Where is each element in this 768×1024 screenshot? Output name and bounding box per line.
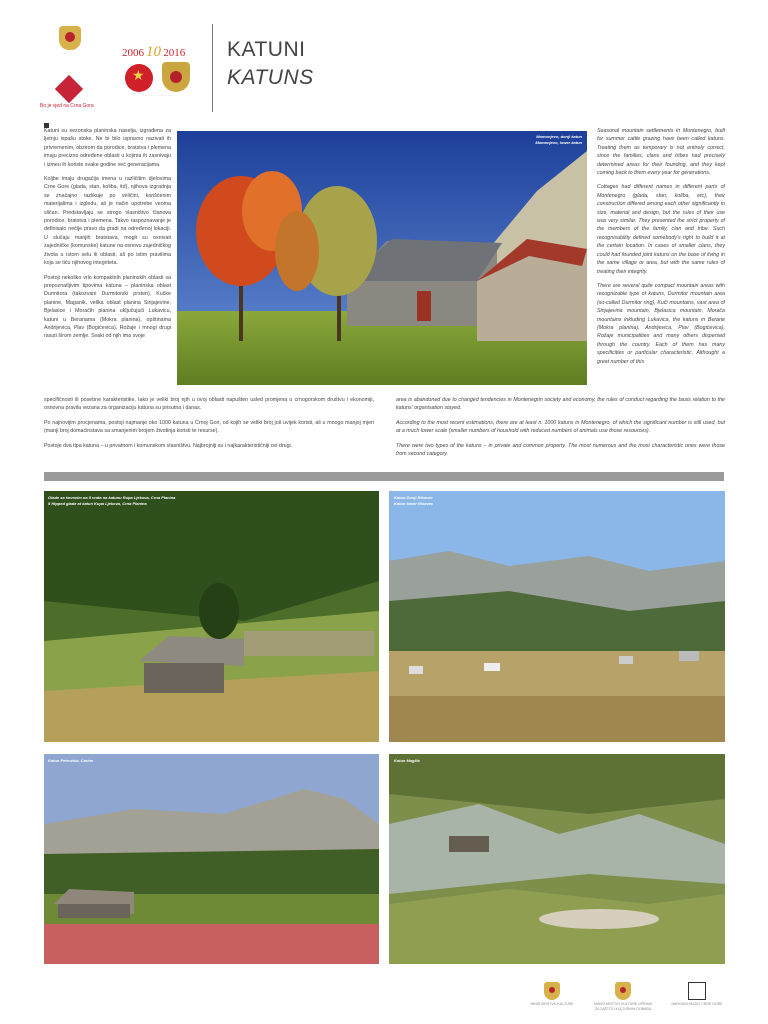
en-continuation-1: area is abandoned due to changed tendencies in Montenegrin society and economy, the rules of conduct regarding the basis relation to the katuns' organisation stayed.: [396, 397, 725, 412]
left-column-text: [44, 127, 171, 347]
page-title: KATUNI: [227, 38, 306, 61]
heritage-logo-icon: [55, 75, 83, 103]
photo-katun-petrovica-caption: Katun Petrovića, Carine: [48, 758, 94, 763]
crest-caption: · · · · · · · ·: [61, 52, 79, 56]
photo-rupa-ljekova: [44, 491, 379, 742]
right-paragraph-1: Seasonal mountain settlements in Montenegro, built for summer cattle grazing have been called katuns. Treating them as temporary is not entirely correct, since the families, clans and tribes had precisely determined areas for their founding, and they kept coming back to them every year for generations.: [597, 128, 725, 177]
photo-katun-maglic-caption: Katun Magliić: [394, 758, 421, 763]
right-column-text: [597, 127, 725, 372]
footer-logo-heritage: MINISTARSTVO KULTURE UPRAVA ZA ZAŠTITU KULTURNIH DOBARA: [594, 982, 652, 1011]
right-paragraph-2: Cottages had different names in different parts of Montenegro (glada, stan, koliba, etc), their construction differed among each other significantly in size, material and design, but the rules of their use was very similar. They presented the strict property of the members of the family, clan and tribe. Such recognisability defined somebody's right to build it at the certain location. In cases of smaller clans, they could had founded joint katuns on the base of living in the same village or area, but with the same rules of treating their integrity.: [597, 184, 725, 275]
en-continuation-3: There were two types of the katuns – in private and common property. The most numerous and the most characteristic ones were those from second category.: [396, 442, 725, 458]
main-photo-caption: Momonjevo, donji katun Momonjevo, lower katun: [535, 134, 582, 145]
header-divider: [212, 24, 213, 112]
page-title-english: KATUNS: [227, 66, 314, 89]
photo-donji-rikavac: [389, 491, 725, 742]
anniversary-caption: · · · · · · · · · · · · · · ·: [142, 94, 174, 98]
footer-crest-icon: [544, 982, 560, 1000]
anniversary-years: 2006 2016: [122, 47, 186, 59]
full-width-text-en: [396, 396, 725, 464]
photo-katun-maglic: [389, 754, 725, 964]
footer-logo-ministry: MINISTARSTVO KULTURE: [526, 982, 578, 1007]
right-paragraph-3: There are several quite compact mountain areas with recognizable type of katuns, Durmitor mountain area (so-called Durmitor ring), Kuči mountains, vast area of Sinjajevina mountain, Bjelasica mountain, Morača mountains inkluding Lukavica, the katuns in Berane (Mokra planina), Andrijevica, Plav (Bogićevica), Rožaje municipalities and many others dispersed through the country. Each of them has many specificities or particular characteristic. Althought a great number of this: [597, 282, 725, 365]
left-paragraph-3: Postoji nekoliko vrlo kompaktnih planinskih oblasti sa prepoznatljivim tipovima katuna – planinska oblast Durmitora (takozvani Durmitorski prsten), Kučke planine, Maganik, velika oblast planina Sinjajevine, Bjelasice i Moračih planina uključujući Lukavicu, katuni u Beranama (Mokra planina), opštinama Andrijevica, Plav (Bogićevica), Rožaje i mnogi drugi rasuti širom zemlje. Svaki od njih ima svoje: [44, 274, 171, 340]
section-divider-bar: [44, 472, 724, 481]
full-width-text-me: [44, 396, 374, 456]
photo-donji-rikavac-caption: Katun Donji Rikavac Katun lower Rikavac: [394, 495, 434, 506]
anniversary-number: 10: [146, 44, 161, 60]
montenegro-emblem-icon: [162, 62, 190, 92]
main-photo-momonjevo: [177, 131, 587, 385]
montenegro-crest-icon: [59, 26, 81, 50]
photo-katun-petrovica: [44, 754, 379, 964]
footer-logo-museum: NARODNI MUZEJ CRNE GORE: [668, 982, 726, 1007]
footer-crest-icon: [615, 982, 631, 1000]
me-continuation-1: specifičnosti ili posebne karakteristike. Iako je veliki broj njih u ovoj oblasti napušten usled promjena u crnogorskom društvu i ekonomiji, osnovna pravila vezana za organizaciju katuna su prisutna i danas.: [44, 397, 374, 412]
left-paragraph-1: Katuni su sezonska planinska naselja, izgrađena za ljetnju ispašu stoke. Ne bi bilo ispravno nazivati ih privremenim, obzirom da porodice, bratstva i plemena imaju precizno određene oblasti u kojima ih zasnivaju i izmeu ih koriste svake godine već generacijama.: [44, 128, 171, 168]
china-emblem-icon: [125, 64, 153, 92]
me-continuation-2: Po najnovijim procjenama, postoji najmanje oko 1000 katuna u Crnoj Gori, od kojih se veliki broj još uvijek koristi, ali u mnogo manjoj mjeri (manji broj domaćinstava sa smanjenim brojem životinja koristi te resurse).: [44, 419, 374, 435]
en-continuation-2: According to the most recent estimations, there are at least n. 1000 katuns in Montenegro, of which the significant number is still used, but at a much lower scale (smaller numbers of houshold with reduced numbers of animals use those resources).: [396, 419, 725, 435]
logo-caption: Bo je vjed na Crna Gora: [40, 103, 94, 109]
me-continuation-3: Postoje dva tipa katuna – u privatnom i komunskom vlasništvu. Najbrojniji su i najkarakterističniji ovi drugi.: [44, 442, 293, 449]
photo-rupa-ljekova-caption: Glade sa ševovim na 5 vrata na katunu Rupa Ljekova, Crna Planina 5 Hipped glade at katun Kupa Ljekova, Crna Planina: [48, 495, 176, 506]
left-paragraph-2: Koljbe imaju drugačija imena u različitim djelovima Crne Gore (glada, stan, koliba, itd), njihova izgradnja se značajno razlikuje po veličini, korišćenim materijalima i izgledu, ali je način upotrebe veoma sličan. Predstavljaju se strogo vlasništvo članova porodice, bratstva i plemena. Takvo raspoznavanje je definisalo nečije pravo da gradi na određenoj lokaciji. U slučaju manjih bratstava, mogli su osnivati zajedničke (komunske) katune na osnovu zajedničkog života u istom selu ili oblasti, ali po istim pravilima koja se tiču njihovog integriteta.: [44, 176, 171, 267]
museum-logo-icon: [688, 982, 706, 1000]
